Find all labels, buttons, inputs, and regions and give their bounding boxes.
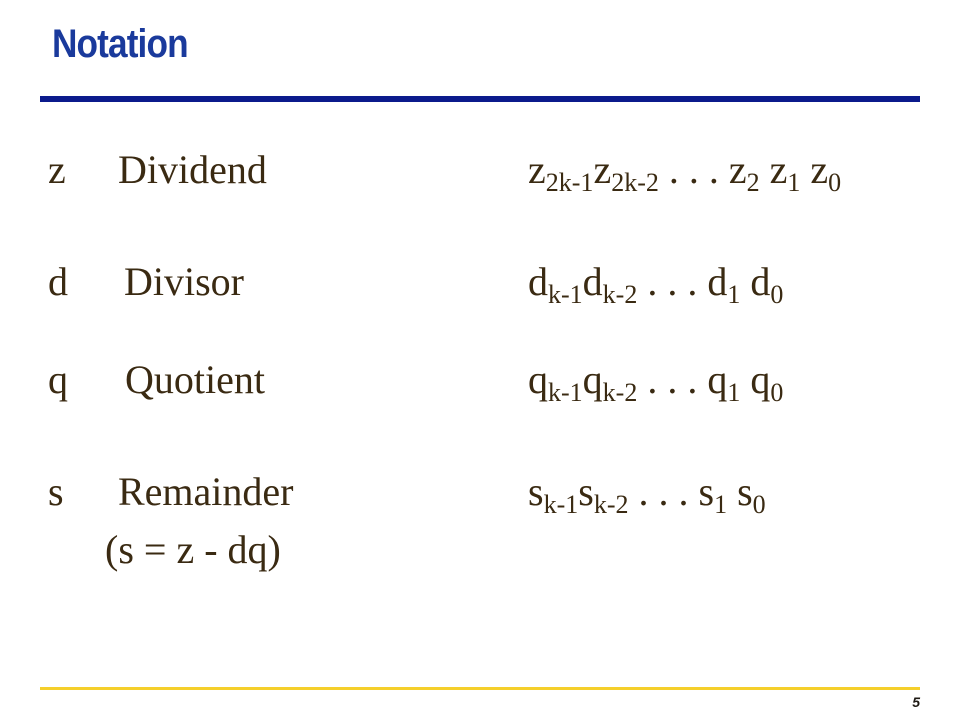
- digit-subscript: k-2: [602, 279, 638, 309]
- digit-base: s: [727, 469, 753, 514]
- digit-base: q: [707, 357, 728, 402]
- title-rule: [40, 96, 920, 102]
- digit-subscript: 1: [787, 167, 801, 197]
- digit-subscript: 1: [714, 489, 728, 519]
- digit-subscript: 0: [828, 167, 842, 197]
- digit-subscript: k-2: [602, 377, 638, 407]
- digit-base: s: [578, 469, 594, 514]
- digit-subscript: k-1: [548, 377, 583, 407]
- digit-subscript: k-1: [548, 279, 583, 309]
- digit-subscript: 1: [727, 377, 741, 407]
- digit-base: . . .: [637, 357, 708, 402]
- row-digits: [528, 357, 784, 407]
- digit-subscript: 2: [746, 167, 760, 197]
- digit-base: z: [528, 147, 546, 192]
- remainder-formula: (s = z - dq): [105, 527, 281, 572]
- row-digits: [528, 469, 766, 519]
- digit-subscript: k-1: [543, 489, 579, 519]
- digit-subscript: 0: [752, 489, 766, 519]
- slide-title: Notation: [52, 22, 188, 66]
- row-digits: [528, 147, 842, 197]
- row-term: Divisor: [124, 259, 244, 304]
- digit-base: . . .: [658, 147, 729, 192]
- digit-base: q: [582, 357, 603, 402]
- digit-base: . . .: [637, 259, 708, 304]
- page-number: 5: [912, 694, 920, 710]
- row-digits: [528, 259, 784, 309]
- row-symbol: s: [48, 469, 64, 514]
- row-term: Remainder: [118, 469, 294, 514]
- notation-row-quotient: [0, 357, 960, 420]
- digit-base: z: [800, 147, 829, 192]
- notation-row-dividend: [0, 147, 960, 210]
- digit-subscript: 2k-2: [611, 167, 659, 197]
- row-symbol: z: [48, 147, 66, 192]
- row-symbol: d: [48, 259, 68, 304]
- row-term: Quotient: [125, 357, 265, 402]
- digit-subscript: k-2: [593, 489, 629, 519]
- digit-base: d: [528, 259, 548, 304]
- digit-subscript: 2k-1: [545, 167, 594, 197]
- digit-base: d: [740, 259, 771, 304]
- digit-base: z: [593, 147, 612, 192]
- digit-base: z: [759, 147, 788, 192]
- footer-rule: [40, 687, 920, 690]
- digit-base: s: [698, 469, 715, 514]
- digit-base: d: [582, 259, 603, 304]
- row-term: Dividend: [118, 147, 267, 192]
- digit-base: q: [740, 357, 771, 402]
- digit-base: . . .: [628, 469, 699, 514]
- row-symbol: q: [48, 357, 68, 402]
- digit-base: s: [528, 469, 544, 514]
- notation-row-remainder: [0, 469, 960, 532]
- digit-subscript: 0: [770, 279, 784, 309]
- digit-subscript: 0: [770, 377, 784, 407]
- digit-base: d: [707, 259, 728, 304]
- digit-base: q: [528, 357, 548, 402]
- notation-row-divisor: [0, 259, 960, 322]
- digit-base: z: [728, 147, 747, 192]
- digit-subscript: 1: [727, 279, 741, 309]
